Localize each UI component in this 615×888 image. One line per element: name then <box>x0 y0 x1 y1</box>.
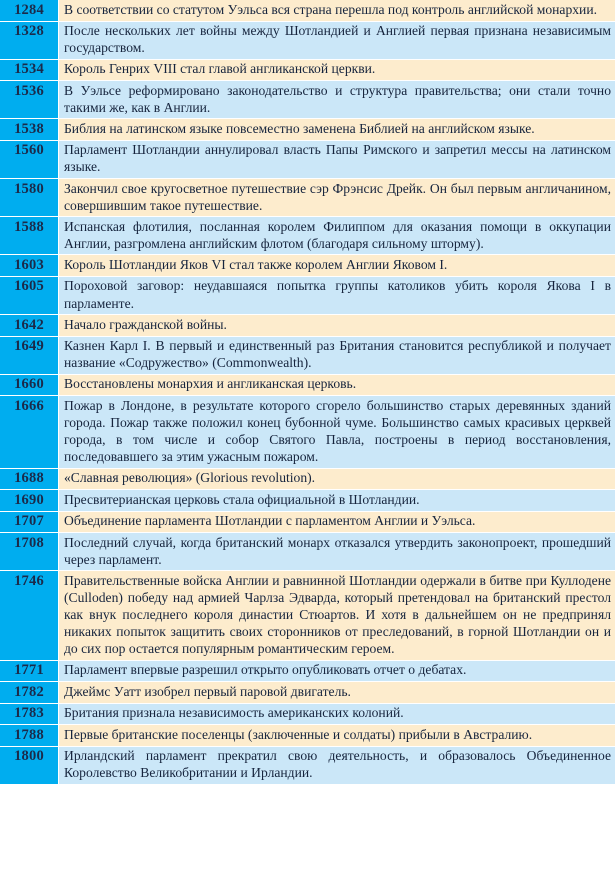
event-description-cell: Король Генрих VIII стал главой англиканской церкви. <box>59 59 615 81</box>
event-description-cell: В соответствии со статутом Уэльса вся страна перешла под контроль английской монархии. <box>59 0 615 21</box>
table-row <box>0 396 615 468</box>
event-description-cell: Начало гражданской войны. <box>59 315 615 337</box>
table-row <box>0 468 615 490</box>
year-cell: 1690 <box>0 490 59 512</box>
event-description-cell: Парламент впервые разрешил открыто опубликовать отчет о дебатах. <box>59 660 615 682</box>
event-description-cell: После нескольких лет войны между Шотландией и Англией первая признана независимым государством. <box>59 21 615 59</box>
table-row <box>0 490 615 512</box>
event-description-cell: Последний случай, когда британский монарх отказался утвердить законопроект, прошедший через парламент. <box>59 533 615 571</box>
table-row <box>0 533 615 571</box>
year-cell: 1538 <box>0 119 59 141</box>
event-description-cell: Объединение парламента Шотландии с парламентом Англии и Уэльса. <box>59 511 615 533</box>
event-description-cell: Закончил свое кругосветное путешествие сэр Фрэнсис Дрейк. Он был первым англичанином, совершившим такое путешествие. <box>59 179 615 217</box>
year-cell: 1660 <box>0 374 59 396</box>
year-cell: 1746 <box>0 571 59 660</box>
year-cell: 1782 <box>0 682 59 704</box>
table-row <box>0 179 615 217</box>
table-row <box>0 81 615 119</box>
event-description-cell: Испанская флотилия, посланная королем Филиппом для оказания помощи в оккупации Англии, разгромлена английским флотом (благодаря сильному шторму). <box>59 217 615 255</box>
table-row <box>0 315 615 337</box>
year-cell: 1560 <box>0 140 59 178</box>
table-row <box>0 374 615 396</box>
event-description-cell: Казнен Карл I. В первый и единственный раз Британия становится республикой и получает название «Содружество» (Commonwealth). <box>59 336 615 374</box>
table-row <box>0 255 615 277</box>
event-description-cell: Парламент Шотландии аннулировал власть Папы Римского и запретил мессы на латинском языке. <box>59 140 615 178</box>
event-description-cell: Правительственные войска Англии и равнинной Шотландии одержали в битве при Куллодене (Culloden) победу над армией Чарлза Эдварда, который претендовал на британский престол как внук последнего короля династии Стюартов. И хотя в дальнейшем он не предпринял никаких попыток защитить своих сторонников от преследований, в горной Шотландии он и до сих пор остается популярным романтическим героем. <box>59 571 615 660</box>
year-cell: 1649 <box>0 336 59 374</box>
year-cell: 1708 <box>0 533 59 571</box>
table-row <box>0 660 615 682</box>
year-cell: 1771 <box>0 660 59 682</box>
year-cell: 1534 <box>0 59 59 81</box>
table-row <box>0 703 615 725</box>
year-cell: 1284 <box>0 0 59 21</box>
year-cell: 1588 <box>0 217 59 255</box>
table-row <box>0 140 615 178</box>
year-cell: 1688 <box>0 468 59 490</box>
table-row <box>0 119 615 141</box>
event-description-cell: Ирландский парламент прекратил свою деятельность, и образовалось Объединенное Королевство Великобритании и Ирландии. <box>59 746 615 784</box>
table-row <box>0 276 615 314</box>
table-row <box>0 217 615 255</box>
table-row <box>0 725 615 747</box>
year-cell: 1605 <box>0 276 59 314</box>
table-row <box>0 746 615 784</box>
table-row <box>0 336 615 374</box>
year-cell: 1603 <box>0 255 59 277</box>
event-description-cell: Джеймс Уатт изобрел первый паровой двигатель. <box>59 682 615 704</box>
event-description-cell: «Славная революция» (Glorious revolution). <box>59 468 615 490</box>
year-cell: 1666 <box>0 396 59 468</box>
event-description-cell: Британия признала независимость американских колоний. <box>59 703 615 725</box>
table-row <box>0 59 615 81</box>
event-description-cell: Пожар в Лондоне, в результате которого сгорело большинство старых деревянных зданий города. Пожар также положил конец бубонной чуме. Большинство самых красивых церквей города, в том числе и собор Святого Павла, построены в период восстановления, последовавшего за этим ужасным пожаром. <box>59 396 615 468</box>
year-cell: 1328 <box>0 21 59 59</box>
event-description-cell: Библия на латинском языке повсеместно заменена Библией на английском языке. <box>59 119 615 141</box>
year-cell: 1783 <box>0 703 59 725</box>
year-cell: 1536 <box>0 81 59 119</box>
table-row <box>0 21 615 59</box>
table-row <box>0 571 615 660</box>
table-row <box>0 511 615 533</box>
event-description-cell: Пороховой заговор: неудавшаяся попытка группы католиков убить короля Якова I в парламенте. <box>59 276 615 314</box>
year-cell: 1642 <box>0 315 59 337</box>
event-description-cell: Пресвитерианская церковь стала официальной в Шотландии. <box>59 490 615 512</box>
table-row <box>0 0 615 21</box>
event-description-cell: Восстановлены монархия и англиканская церковь. <box>59 374 615 396</box>
table-row <box>0 682 615 704</box>
event-description-cell: Первые британские поселенцы (заключенные и солдаты) прибыли в Австралию. <box>59 725 615 747</box>
year-cell: 1800 <box>0 746 59 784</box>
year-cell: 1707 <box>0 511 59 533</box>
event-description-cell: Король Шотландии Яков VI стал также королем Англии Яковом I. <box>59 255 615 277</box>
year-cell: 1788 <box>0 725 59 747</box>
event-description-cell: В Уэльсе реформировано законодательство и структура правительства; они стали точно такими же, как в Англии. <box>59 81 615 119</box>
year-cell: 1580 <box>0 179 59 217</box>
